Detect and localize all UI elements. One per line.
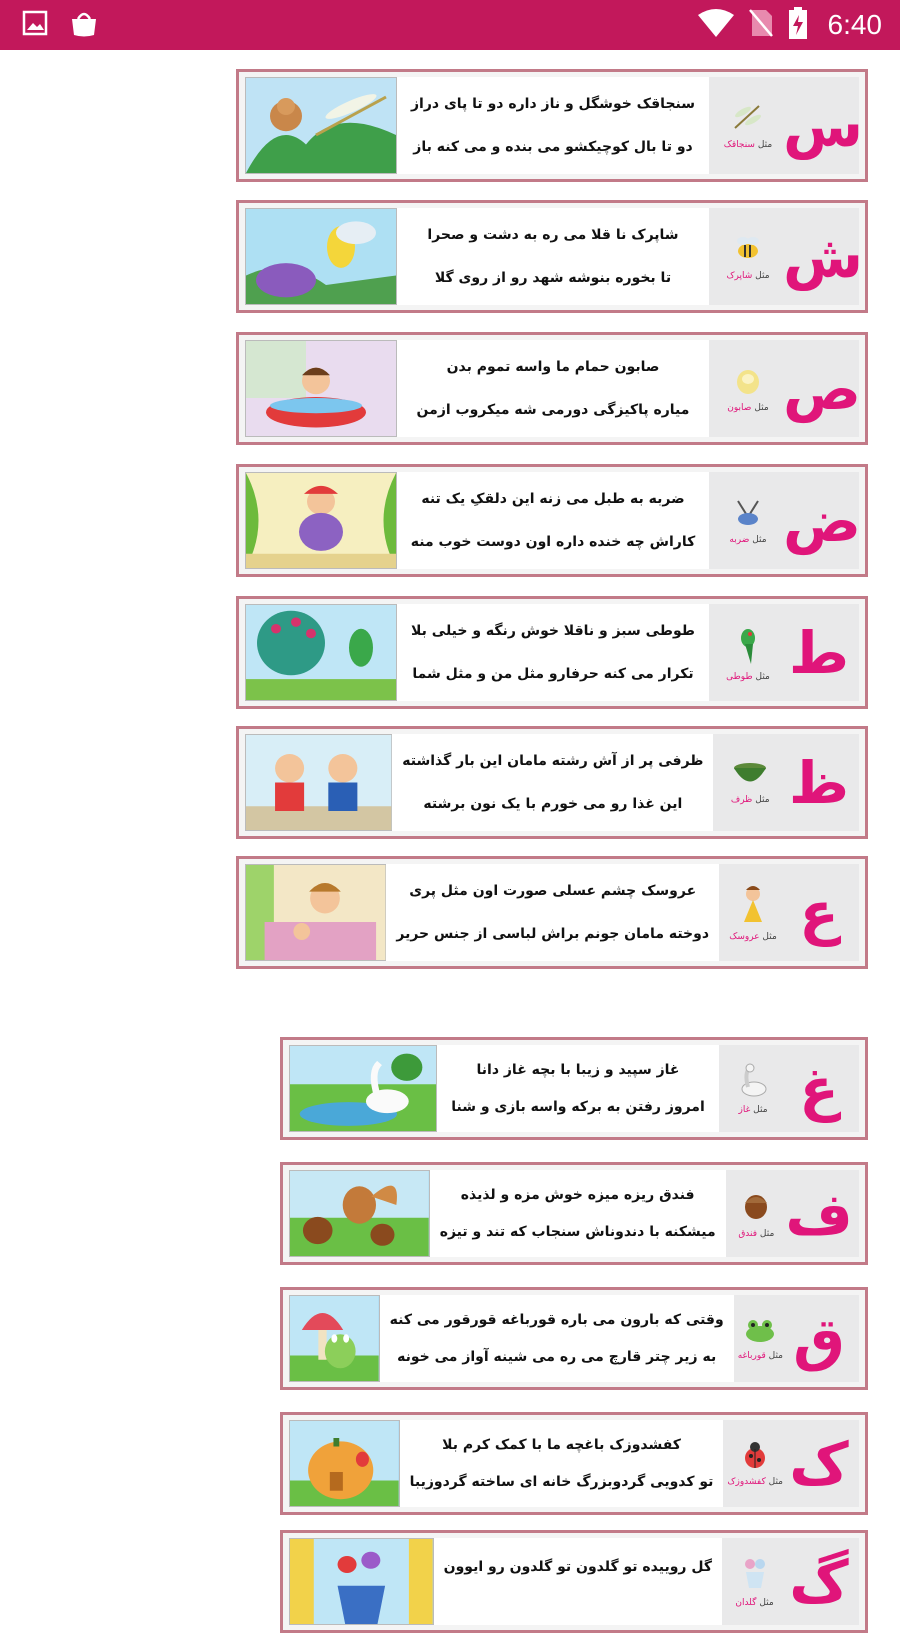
lesson-card[interactable] <box>236 200 868 313</box>
letter-glyph: ض <box>783 486 862 555</box>
verse-line-2: تو کدویی گردوبزرگ خانه ای ساخته گردوزیبا <box>409 1474 714 1491</box>
example-prefix: مثل <box>757 139 773 150</box>
illustration <box>289 1045 437 1132</box>
drum-icon <box>732 497 764 531</box>
wifi-icon <box>698 9 734 41</box>
status-bar <box>0 0 900 50</box>
verse-line-2: کاراش چه خنده داره اون دوست خوب منه <box>410 533 696 550</box>
example-prefix: مثل <box>759 1597 774 1608</box>
example-prefix: مثل <box>755 671 770 682</box>
verse <box>397 340 709 437</box>
flowerpot-icon <box>740 1556 770 1594</box>
verse <box>430 1170 726 1257</box>
example <box>717 761 783 805</box>
example-word: صابون <box>727 402 752 413</box>
hazelnut-icon <box>741 1189 771 1225</box>
example-prefix: مثل <box>768 1350 783 1361</box>
lesson-card[interactable] <box>236 726 868 839</box>
example-word: سنجاقک <box>723 139 755 150</box>
verse <box>397 208 709 305</box>
illustration <box>289 1170 430 1257</box>
example <box>713 624 783 682</box>
letter-panel <box>723 1420 859 1507</box>
verse-line-2: تا بخوره بنوشه شهد رو از روی گلا <box>434 269 672 286</box>
illustration <box>289 1420 400 1507</box>
example <box>730 1189 783 1239</box>
verse-line-2: امروز رفتن به برکه واسه بازی و شنا <box>451 1099 705 1116</box>
illustration <box>245 734 392 831</box>
lesson-card[interactable] <box>236 464 868 577</box>
verse-line-1: ضربه به طبل می زنه این دلقکِ یک تنه <box>421 491 685 508</box>
bowl-icon <box>732 761 768 791</box>
verse-line-2: دوخته مامان جونم براش لباسی از جنس حریر <box>396 925 710 942</box>
verse-line-2: به زیر چتر قارچ می ره می شینه آواز می خونه <box>397 1349 717 1366</box>
verse-line-1: کفشدوزک باغچه ما با کمک کرم بلا <box>442 1436 681 1453</box>
illustration <box>289 1295 380 1382</box>
verse-line-1: صابون حمام ما واسه تموم بدن <box>446 359 660 376</box>
verse-line-1: وقتی که بارون می باره قورباغه قورقور می کنه <box>389 1311 724 1328</box>
lesson-card[interactable] <box>280 1412 868 1515</box>
example-word: طوطی <box>726 671 753 682</box>
lesson-card[interactable] <box>236 69 868 182</box>
soap-icon <box>733 365 763 399</box>
example <box>723 1063 783 1115</box>
verse-line-1: طوطی سبز و ناقلا خوش رنگه و خیلی بلا <box>411 623 695 640</box>
letter-panel <box>709 77 864 174</box>
lesson-card[interactable] <box>236 332 868 445</box>
letter-panel <box>719 1045 859 1132</box>
letter-glyph: غ <box>799 1054 839 1123</box>
verse-line-2: میشکنه با دندوناش سنجاب که تند و تیزه <box>439 1224 716 1241</box>
goose-icon <box>738 1063 768 1101</box>
illustration <box>289 1538 434 1625</box>
verse-line-1: شاپرک نا قلا می ره به دشت و صحرا <box>427 227 679 244</box>
letter-panel <box>709 340 862 437</box>
example-prefix: مثل <box>753 1104 768 1115</box>
letter-panel <box>726 1170 859 1257</box>
letter-panel <box>713 734 859 831</box>
shopping-bag-icon <box>70 8 98 42</box>
frog-icon <box>743 1317 777 1347</box>
verse <box>392 734 713 831</box>
verse-line-2: این غذا رو می خورم با یک نون برشته <box>423 795 683 812</box>
example <box>726 1556 783 1608</box>
example-prefix: مثل <box>755 270 770 281</box>
lesson-card[interactable] <box>280 1162 868 1265</box>
example-word: عروسک <box>729 931 760 942</box>
doll-icon <box>738 884 768 928</box>
example-word: گلدان <box>735 1597 757 1608</box>
letter-panel <box>709 208 864 305</box>
example-word: ظرف <box>730 794 753 805</box>
letter-panel <box>719 864 859 961</box>
verse-line-2: دو تا بال کوچیکشو می بنده و می کنه باز <box>413 138 693 155</box>
verse <box>434 1538 722 1625</box>
verse-line-2: میاره پاکیزگی دورمی شه میکروب ازمن <box>416 401 690 418</box>
verse-line-1: ظرفی پر از آش رشته مامان این بار گذاشته <box>402 753 704 770</box>
dragonfly-icon <box>731 102 765 136</box>
letter-glyph: ط <box>788 618 850 687</box>
ladybug-icon <box>740 1441 770 1473</box>
example-prefix: مثل <box>768 1476 783 1487</box>
example-prefix: مثل <box>754 402 769 413</box>
verse-line-1: گل روییده تو گلدون تو گلدون رو ایوون <box>443 1558 713 1575</box>
parrot-icon <box>733 624 763 668</box>
example-word: شاپرک <box>726 270 753 281</box>
letter-glyph: ش <box>783 222 864 291</box>
letter-glyph: ک <box>789 1429 849 1498</box>
example <box>713 233 783 281</box>
letter-glyph: گ <box>789 1547 849 1616</box>
example-prefix: مثل <box>755 794 770 805</box>
example-word: ضربه <box>729 534 750 545</box>
letter-panel <box>709 604 859 701</box>
example <box>713 102 783 150</box>
clock: 6:40 <box>827 9 882 40</box>
example-word: فندق <box>738 1228 758 1239</box>
no-sim-icon <box>748 8 774 42</box>
letter-glyph: ق <box>793 1304 845 1373</box>
verse-line-1: سنجاقک خوشگل و ناز داره دو تا پای دراز <box>410 96 696 113</box>
lesson-card[interactable] <box>236 856 868 969</box>
letter-glyph: ص <box>783 354 862 423</box>
letter-panel <box>734 1295 859 1382</box>
verse <box>380 1295 734 1382</box>
example <box>713 365 783 413</box>
letter-glyph: س <box>783 91 864 160</box>
illustration <box>245 340 397 437</box>
lesson-card[interactable] <box>280 1530 868 1633</box>
lesson-list[interactable] <box>0 50 900 1616</box>
example-word: قورباغه <box>737 1350 766 1361</box>
letter-panel <box>709 472 862 569</box>
letter-panel <box>722 1538 859 1625</box>
gallery-icon <box>22 10 48 40</box>
verse-line-1: فندق ریزه میزه خوش مزه و لذیذه <box>460 1186 695 1203</box>
letter-glyph: ف <box>785 1179 853 1248</box>
verse <box>400 1420 724 1507</box>
example <box>723 884 783 942</box>
verse <box>386 864 719 961</box>
example-prefix: مثل <box>752 534 767 545</box>
example <box>713 497 783 545</box>
illustration <box>245 604 397 701</box>
example-word: کفشدوزک <box>727 1476 766 1487</box>
verse-line-1: عروسک چشم عسلی صورت اون مثل پری <box>409 883 697 900</box>
illustration <box>245 77 397 174</box>
illustration <box>245 208 397 305</box>
example <box>738 1317 783 1361</box>
verse <box>397 472 709 569</box>
verse <box>397 604 709 701</box>
verse-line-1: غاز سپید و زیبا با بچه غاز دانا <box>476 1061 680 1078</box>
battery-charging-icon <box>788 7 808 43</box>
example-word: غاز <box>738 1104 751 1115</box>
bee-icon <box>731 233 765 267</box>
lesson-card[interactable] <box>280 1287 868 1390</box>
verse <box>397 77 709 174</box>
lesson-card[interactable] <box>236 596 868 709</box>
verse-line-2: تکرار می کنه حرفارو مثل من و مثل شما <box>412 665 694 682</box>
letter-glyph: ع <box>799 878 839 947</box>
example-prefix: مثل <box>759 1228 775 1239</box>
example-prefix: مثل <box>762 931 777 942</box>
illustration <box>245 864 386 961</box>
verse <box>437 1045 719 1132</box>
letter-glyph: ظ <box>788 748 850 817</box>
lesson-card[interactable] <box>280 1037 868 1140</box>
example <box>727 1441 783 1487</box>
illustration <box>245 472 397 569</box>
